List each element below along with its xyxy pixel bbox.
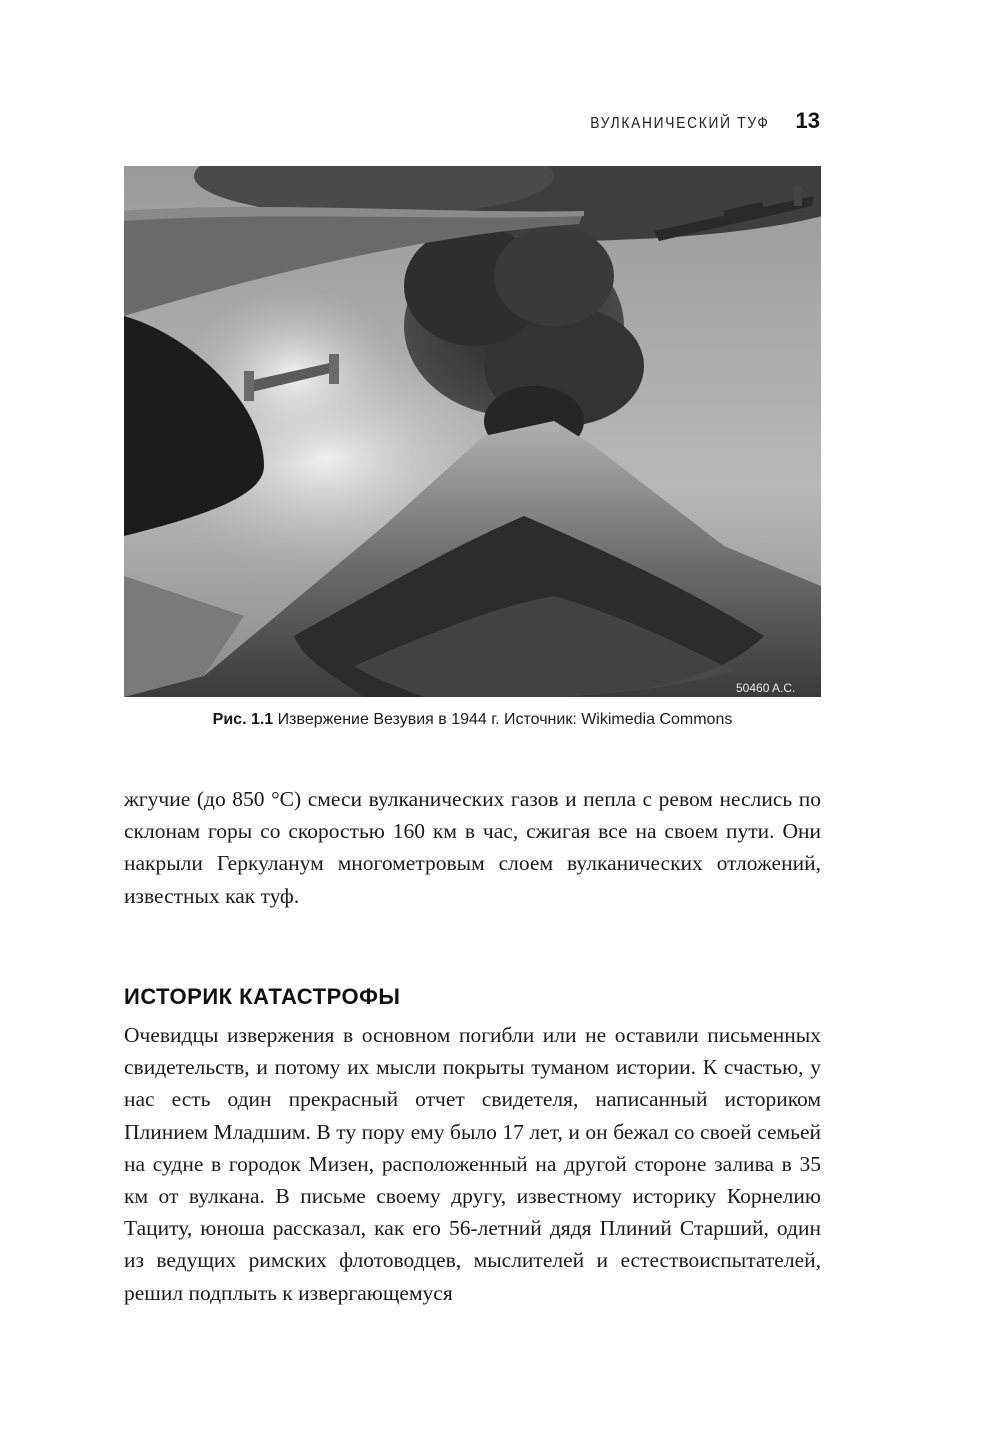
running-title: ВУЛКАНИЧЕСКИЙ ТУФ <box>590 115 770 132</box>
section-heading: ИСТОРИК КАТАСТРОФЫ <box>124 984 401 1009</box>
page-number: 13 <box>795 108 820 133</box>
paragraph: жгучие (до 850 °С) смеси вулканических газов и пепла с ревом неслись по склонам горы со скоростью 160 км в час, сжигая все на своем пути. Они накрыли Геркуланум многометровым слоем вулканических отложений, известных как туф. <box>124 787 821 908</box>
caption-label: Рис. 1.1 <box>212 711 274 728</box>
figure-caption <box>124 711 821 729</box>
photo-stamp: 50460 A.C. <box>736 681 796 695</box>
photo-illustration <box>124 166 821 697</box>
caption-text: Извержение Везувия в 1944 г. Источник: Wikimedia Commons <box>277 711 733 728</box>
running-header <box>561 108 820 134</box>
vesuvius-eruption-photo <box>124 166 821 697</box>
paragraph: Очевидцы извержения в основном погибли или не оставили письменных свидетельств, и потому их мысли покрыты туманом истории. К счастью, у нас есть один прекрасный отчет свидетеля, написанный историком Плинием Младшим. В ту пору ему было 17 лет, и он бежал со своей семьей на судне в городок Мизен, расположенный на другой стороне залива в 35 км от вулкана. В письме своему другу, известному историку Корнелию Тациту, юноша рассказал, как его 56-летний дядя Плиний Старший, один из ведущих римских флотоводцев, мыслителей и естествоиспытателей, решил подплыть к извергающемуся <box>124 1023 821 1305</box>
